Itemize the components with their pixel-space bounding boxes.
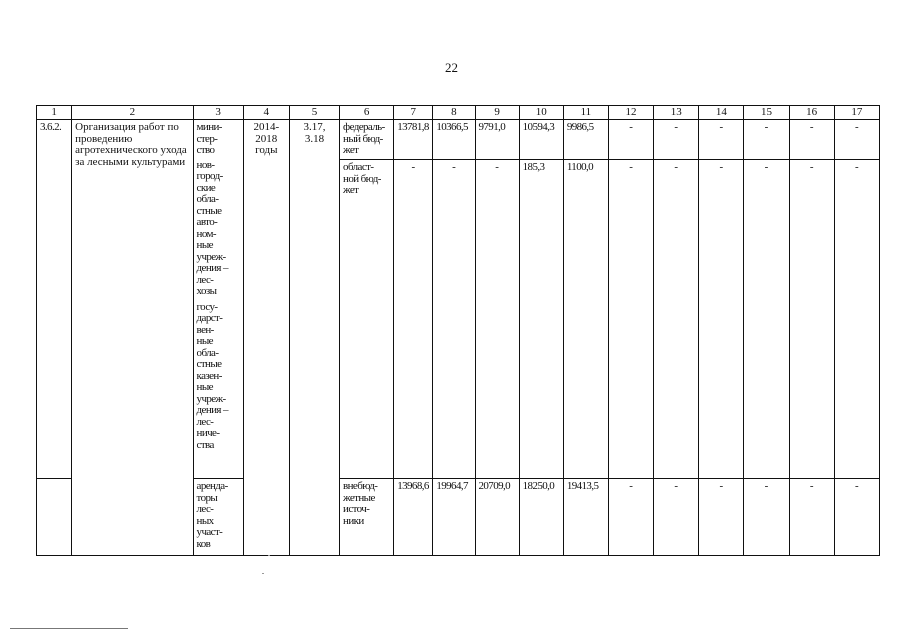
column-number: 7	[394, 106, 433, 120]
column-number: 3	[193, 106, 243, 120]
value-cell: -	[475, 160, 519, 479]
value-cell: -	[834, 160, 879, 479]
value-cell: 9791,0	[475, 120, 519, 160]
footnote-rule	[10, 628, 128, 629]
value-cell: 20709,0	[475, 479, 519, 556]
value-cell: 18250,0	[519, 479, 563, 556]
value-cell: -	[608, 160, 653, 479]
source-regional-budget: област- ной бюд- жет	[340, 160, 394, 479]
program-activity-table	[36, 105, 880, 556]
item-number: 3.6.2.	[37, 120, 72, 479]
column-number: 4	[243, 106, 289, 120]
value-cell: -	[789, 160, 834, 479]
executor-lesnichestva: госу- дарст- вен- ные обла- стные казен- ные учреж- дения – лес- ниче- ства	[196, 300, 228, 451]
value-cell: -	[433, 160, 475, 479]
value-cell: -	[608, 479, 653, 556]
column-number: 1	[37, 106, 72, 120]
executor-leaseholders: аренда- торы лес- ных участ- ков	[193, 479, 243, 556]
column-number: 9	[475, 106, 519, 120]
column-number: 2	[72, 106, 193, 120]
column-number: 5	[289, 106, 339, 120]
column-number: 10	[519, 106, 563, 120]
value-cell: -	[699, 120, 744, 160]
value-cell: 9986,5	[563, 120, 608, 160]
scan-speck	[262, 573, 264, 574]
target-indicator: 3.17, 3.18	[289, 120, 339, 556]
column-number: 11	[563, 106, 608, 120]
column-number: 8	[433, 106, 475, 120]
column-number: 6	[340, 106, 394, 120]
column-number: 14	[699, 106, 744, 120]
value-cell: -	[699, 479, 744, 556]
value-cell: 13968,6	[394, 479, 433, 556]
value-cell: -	[789, 120, 834, 160]
column-number: 15	[744, 106, 789, 120]
column-number: 17	[834, 106, 879, 120]
value-cell: -	[394, 160, 433, 479]
executors-cell	[193, 120, 243, 479]
value-cell: 19964,7	[433, 479, 475, 556]
column-number: 16	[789, 106, 834, 120]
value-cell: 10366,5	[433, 120, 475, 160]
value-cell: -	[744, 160, 789, 479]
value-cell: -	[744, 120, 789, 160]
value-cell: 10594,3	[519, 120, 563, 160]
value-cell: -	[654, 120, 699, 160]
page-number: 22	[445, 60, 458, 75]
value-cell: -	[608, 120, 653, 160]
value-cell: -	[654, 479, 699, 556]
source-federal-budget: федераль- ный бюд- жет	[340, 120, 394, 160]
value-cell: -	[834, 120, 879, 160]
value-cell: 1100,0	[563, 160, 608, 479]
column-number: 13	[654, 106, 699, 120]
value-cell: -	[744, 479, 789, 556]
column-number: 12	[608, 106, 653, 120]
value-cell: -	[789, 479, 834, 556]
source-extrabudgetary: внебюд- жетные источ- ники	[340, 479, 394, 556]
executor-leskhozy: нов- город- ские обла- стные авто- ном- ные учреж- дения – лес- хозы	[196, 158, 228, 297]
value-cell: 185,3	[519, 160, 563, 479]
value-cell: 13781,8	[394, 120, 433, 160]
column-number-header	[37, 106, 880, 120]
value-cell: -	[834, 479, 879, 556]
value-cell: -	[654, 160, 699, 479]
item-number-continuation	[37, 479, 72, 556]
value-cell: -	[699, 160, 744, 479]
implementation-period: 2014- 2018 годы	[243, 120, 289, 556]
value-cell: 19413,5	[563, 479, 608, 556]
activity-name: Организация работ по проведению агротехнического ухода за лесными культурами	[72, 120, 193, 556]
table-row-federal	[37, 120, 880, 160]
scan-speck	[268, 555, 270, 556]
executor-ministry: мини- стер- ство	[196, 121, 222, 156]
